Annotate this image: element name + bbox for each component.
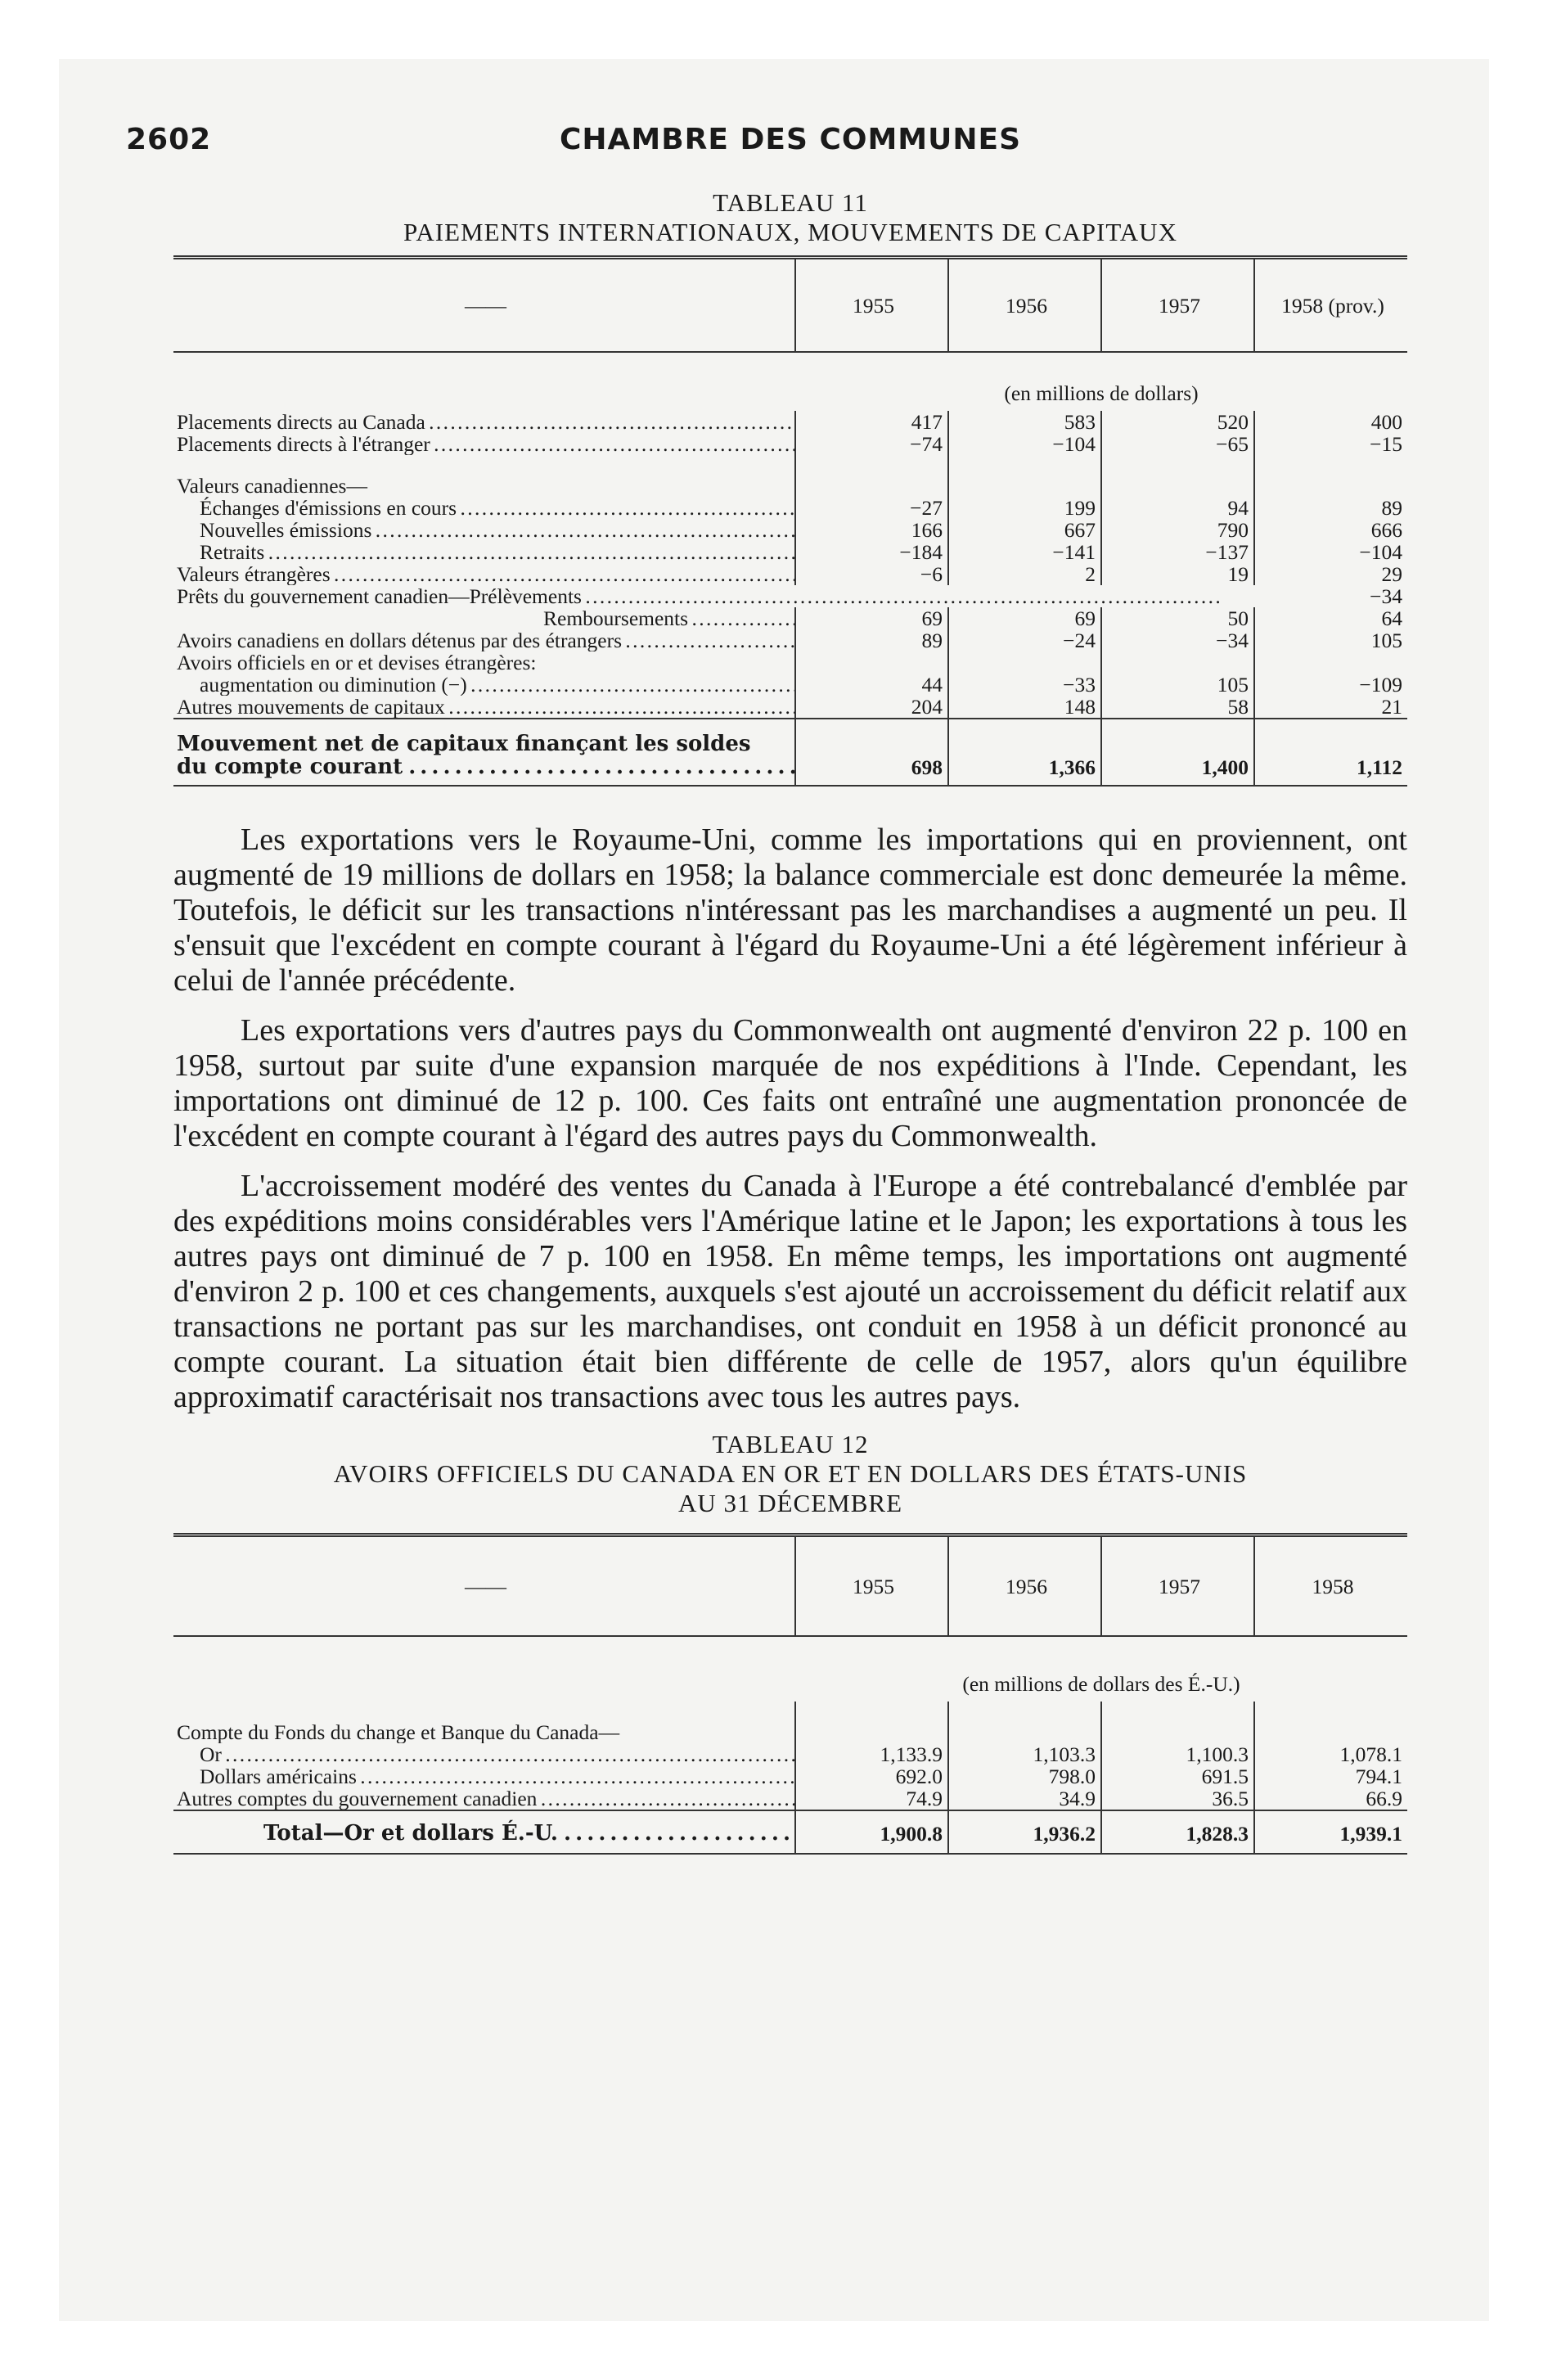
col-header-1956: 1956 xyxy=(948,258,1101,353)
table-11-total-row xyxy=(173,719,1407,786)
cell: −74 xyxy=(795,433,948,455)
cell: 1,078.1 xyxy=(1254,1743,1407,1765)
table-12-header-row xyxy=(173,1535,1407,1637)
row-label: Avoirs canadiens en dollars détenus par des étrangers . . . xyxy=(177,629,795,651)
table-row xyxy=(173,541,1407,563)
paragraph-2: Les exportations vers d'autres pays du Commonwealth ont augmenté d'environ 22 p. 100 en 1958, surtout par suite d'une expansion marquée de nos expéditions à l'Inde. Cependant, les importations ont diminué de 12 p. 100. Ces faits ont entraîné une augmentation prononcée de l'excédent en compte courant à l'égard des autres pays du Commonwealth. xyxy=(173,1013,1407,1153)
cell: −33 xyxy=(948,674,1101,696)
col-header-1957: 1957 xyxy=(1101,1535,1254,1637)
cell: 105 xyxy=(1254,629,1407,651)
running-title: CHAMBRE DES COMMUNES xyxy=(559,123,1021,156)
table-12-title-line2: AU 31 DÉCEMBRE xyxy=(677,1489,903,1517)
row-label: Valeurs canadiennes— xyxy=(177,475,367,497)
cell: −104 xyxy=(948,433,1101,455)
cell: 69 xyxy=(795,607,948,629)
total-1956: 1,366 xyxy=(948,719,1101,786)
table-12 xyxy=(173,1533,1407,1855)
table-row xyxy=(173,1743,1407,1765)
cell: 166 xyxy=(795,519,948,541)
cell: −137 xyxy=(1101,541,1254,563)
cell: 89 xyxy=(795,629,948,651)
table-11-header-row xyxy=(173,258,1407,353)
cell: 69 xyxy=(948,607,1101,629)
cell: 692.0 xyxy=(795,1765,948,1787)
table-11-block xyxy=(173,188,1407,787)
table-row xyxy=(173,607,1407,629)
cell: 89 xyxy=(1254,497,1407,519)
page-header xyxy=(126,123,1407,165)
cell: −34 xyxy=(1101,629,1254,651)
cell: 691.5 xyxy=(1101,1765,1254,1787)
cell: 66.9 xyxy=(1254,1787,1407,1810)
row-label: Placements directs à l'étranger . . . xyxy=(177,433,795,455)
cell: −104 xyxy=(1254,541,1407,563)
cell: −184 xyxy=(795,541,948,563)
table-row xyxy=(173,674,1407,696)
row-label: Valeurs étrangères . . . xyxy=(177,563,795,585)
row-label: Autres mouvements de capitaux . . . xyxy=(177,696,795,719)
cell: 667 xyxy=(948,519,1101,541)
total-label-line1: Mouvement net de capitaux finançant les soldes xyxy=(177,732,751,756)
table-row xyxy=(173,1787,1407,1810)
table-row xyxy=(173,433,1407,455)
total-1955: 1,900.8 xyxy=(795,1810,948,1854)
table-row xyxy=(173,696,1407,719)
col-header-1957: 1957 xyxy=(1101,258,1254,353)
table-row xyxy=(173,519,1407,541)
body-text xyxy=(173,823,1407,1415)
total-1957: 1,400 xyxy=(1101,719,1254,786)
stub-header: —— xyxy=(465,293,506,318)
row-label: Nouvelles émissions . . . xyxy=(200,519,795,541)
table-row xyxy=(173,1721,1407,1743)
cell: 21 xyxy=(1254,696,1407,719)
row-label: augmentation ou diminution (−) . . . xyxy=(200,674,795,696)
cell: 794.1 xyxy=(1254,1765,1407,1787)
cell: 74.9 xyxy=(795,1787,948,1810)
cell: 1,133.9 xyxy=(795,1743,948,1765)
paragraph-1: Les exportations vers le Royaume-Uni, comme les importations qui en proviennent, ont augmenté de 19 millions de dollars en 1958; la balance commerciale est donc demeurée la même. Toutefois, le déficit sur les transactions n'intéressant pas les marchandises a augmenté un peu. Il s'ensuit que l'excédent en compte courant à l'égard du Royaume-Uni a été légèrement inférieur à celui de l'année précédente. xyxy=(173,823,1407,998)
col-header-1956: 1956 xyxy=(948,1535,1101,1637)
total-label-line2: du compte courant . . . xyxy=(177,755,795,779)
total-1956: 1,936.2 xyxy=(948,1810,1101,1854)
cell: 19 xyxy=(1101,563,1254,585)
cell: 417 xyxy=(795,411,948,433)
cell: −24 xyxy=(948,629,1101,651)
cell: −141 xyxy=(948,541,1101,563)
page-number: 2602 xyxy=(126,123,212,156)
col-header-1955: 1955 xyxy=(795,258,948,353)
row-label: Remboursements . . . xyxy=(543,607,795,629)
row-label: Or . . . xyxy=(200,1743,795,1765)
table-12-block xyxy=(173,1430,1407,1855)
table-row xyxy=(173,497,1407,519)
cell: 1,103.3 xyxy=(948,1743,1101,1765)
total-1958: 1,112 xyxy=(1254,719,1407,786)
units-label: (en millions de dollars des É.-U.) xyxy=(795,1636,1407,1702)
page xyxy=(126,123,1407,1855)
cell: 204 xyxy=(795,696,948,719)
cell: 1,100.3 xyxy=(1101,1743,1254,1765)
cell: 2 xyxy=(948,563,1101,585)
table-row xyxy=(173,585,1407,607)
total-label: Total—Or et dollars É.-U. . . . xyxy=(263,1821,795,1846)
col-header-1958: 1958 xyxy=(1254,1535,1407,1637)
total-1958: 1,939.1 xyxy=(1254,1810,1407,1854)
cell: −65 xyxy=(1101,433,1254,455)
cell: 798.0 xyxy=(948,1765,1101,1787)
cell: −27 xyxy=(795,497,948,519)
cell: 199 xyxy=(948,497,1101,519)
cell: −109 xyxy=(1254,674,1407,696)
cell: 666 xyxy=(1254,519,1407,541)
table-12-number: TABLEAU 12 xyxy=(712,1430,869,1458)
total-1957: 1,828.3 xyxy=(1101,1810,1254,1854)
table-12-total-row xyxy=(173,1810,1407,1854)
table-11-number: TABLEAU 11 xyxy=(713,188,868,217)
cell: 520 xyxy=(1101,411,1254,433)
table-11-units-row xyxy=(173,352,1407,411)
row-label: Avoirs officiels en or et devises étrangères: xyxy=(177,651,537,674)
cell: 36.5 xyxy=(1101,1787,1254,1810)
table-row xyxy=(173,563,1407,585)
table-row xyxy=(173,629,1407,651)
cell: 44 xyxy=(795,674,948,696)
row-label: Autres comptes du gouvernement canadien . . . xyxy=(177,1787,795,1810)
units-label: (en millions de dollars) xyxy=(795,352,1407,411)
table-12-units-row xyxy=(173,1636,1407,1702)
cell: 790 xyxy=(1101,519,1254,541)
cell: 148 xyxy=(948,696,1101,719)
row-label: Dollars américains . . . xyxy=(200,1765,795,1787)
cell: 50 xyxy=(1101,607,1254,629)
table-row xyxy=(173,651,1407,674)
cell: 34.9 xyxy=(948,1787,1101,1810)
total-1955: 698 xyxy=(795,719,948,786)
cell: −6 xyxy=(795,563,948,585)
table-row xyxy=(173,411,1407,433)
row-label: Prêts du gouvernement canadien—Prélèvements . . . xyxy=(177,585,1219,607)
table-12-title-line1: AVOIRS OFFICIELS DU CANADA EN OR ET EN DOLLARS DES ÉTATS-UNIS xyxy=(333,1459,1248,1488)
col-header-1958: 1958 (prov.) xyxy=(1254,258,1407,353)
col-header-1955: 1955 xyxy=(795,1535,948,1637)
stub-header: —— xyxy=(465,1574,506,1598)
cell: 400 xyxy=(1254,411,1407,433)
cell: 94 xyxy=(1101,497,1254,519)
cell: 583 xyxy=(948,411,1101,433)
paragraph-3: L'accroissement modéré des ventes du Canada à l'Europe a été contrebalancé d'emblée par des expéditions moins considérables vers l'Amérique latine et le Japon; les exportations à tous les autres pays ont diminué de 7 p. 100 en 1958. En même temps, les importations ont augmenté d'environ 2 p. 100 et ces changements, auxquels s'est ajouté un accroissement du déficit relatif aux transactions ne portant pas sur les marchandises, ont conduit en 1958 à un déficit prononcé au compte courant. La situation était bien différente de celle de 1957, alors qu'un équilibre approximatif caractérisait nos transactions avec tous les autres pays. xyxy=(173,1169,1407,1414)
cell: 105 xyxy=(1101,674,1254,696)
row-label: Retraits . . . xyxy=(200,541,795,563)
cell: 64 xyxy=(1254,607,1407,629)
table-row xyxy=(173,475,1407,497)
cell: 29 xyxy=(1254,563,1407,585)
cell: 58 xyxy=(1101,696,1254,719)
table-11-title: PAIEMENTS INTERNATIONAUX, MOUVEMENTS DE CAPITAUX xyxy=(403,218,1177,246)
table-11 xyxy=(173,255,1407,787)
row-label: Compte du Fonds du change et Banque du Canada— xyxy=(177,1721,620,1743)
row-label: Placements directs au Canada . . . xyxy=(177,411,795,433)
table-row xyxy=(173,1765,1407,1787)
row-label: Échanges d'émissions en cours . . . xyxy=(200,497,795,519)
cell: −15 xyxy=(1254,433,1407,455)
cell: −34 xyxy=(1365,585,1402,607)
